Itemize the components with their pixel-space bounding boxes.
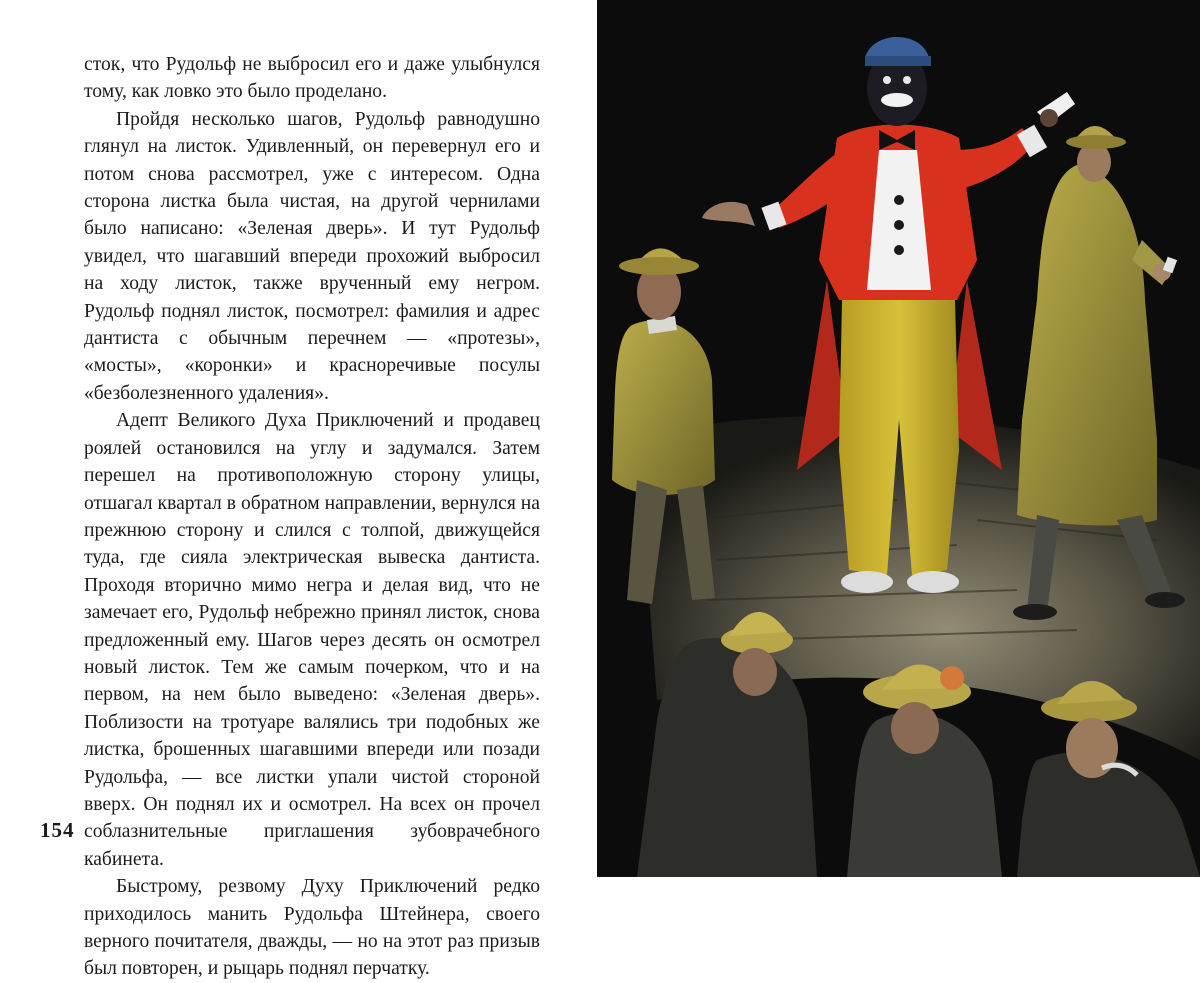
illustration-painting <box>597 0 1200 877</box>
paragraph: Быстрому, резвому Духу Приключений редко приходилось манить Рудольфа Штейнера, своего верного почитателя, дважды, — но на этот раз призыв был повторен, и рыцарь поднял перчатку. <box>84 876 540 980</box>
illustration <box>597 0 1200 877</box>
paragraph: Пройдя несколько шагов, Рудольф равнодушно глянул на листок. Удивленный, он перевернул его и потом снова рассмотрел, уже с интересом. Одна сторона листка была чистая, на другой чернилами было написано: «Зеленая дверь». И тут Рудольф увидел, что шагавший впереди прохожий выбросил на ходу листок, также врученный ему негром. Рудольф поднял листок, посмотрел: фамилия и адрес дантиста с обычным перечнем — «протезы», «мосты», «коронки» и красноречивые посулы «безболезненного удаления». <box>84 108 540 404</box>
page-number: 154 <box>40 818 75 842</box>
paragraph: Адепт Великого Духа Приключений и продавец роялей остановился на углу и задумался. Затем перешел на противоположную сторону улицы, отшагал квартал в обратном направлении, вернулся на прежнюю сторону и слился с толпой, движущейся туда, где сияла электрическая вывеска дантиста. Проходя вторично мимо негра и делая вид, что не замечает его, Рудольф небрежно принял листок, снова предложенный ему. Шагов через десять он осмотрел новый листок. Тем же самым почерком, что и на первом, на нем было выведено: «Зеленая дверь». Поблизости на тротуаре валялись три подобных же листка, брошенных шагавшими впереди или позади Рудольфа, — все листки упали чистой стороной вверх. Он поднял их и осмотрел. На всех он прочел соблазнительные приглашения зубоврачебного кабинета. <box>84 410 540 870</box>
paragraph: сток, что Рудольф не выбросил его и даже улыбнулся тому, как ловко это было проделано. <box>84 54 540 103</box>
body-text <box>84 51 540 983</box>
left-page <box>0 0 597 980</box>
